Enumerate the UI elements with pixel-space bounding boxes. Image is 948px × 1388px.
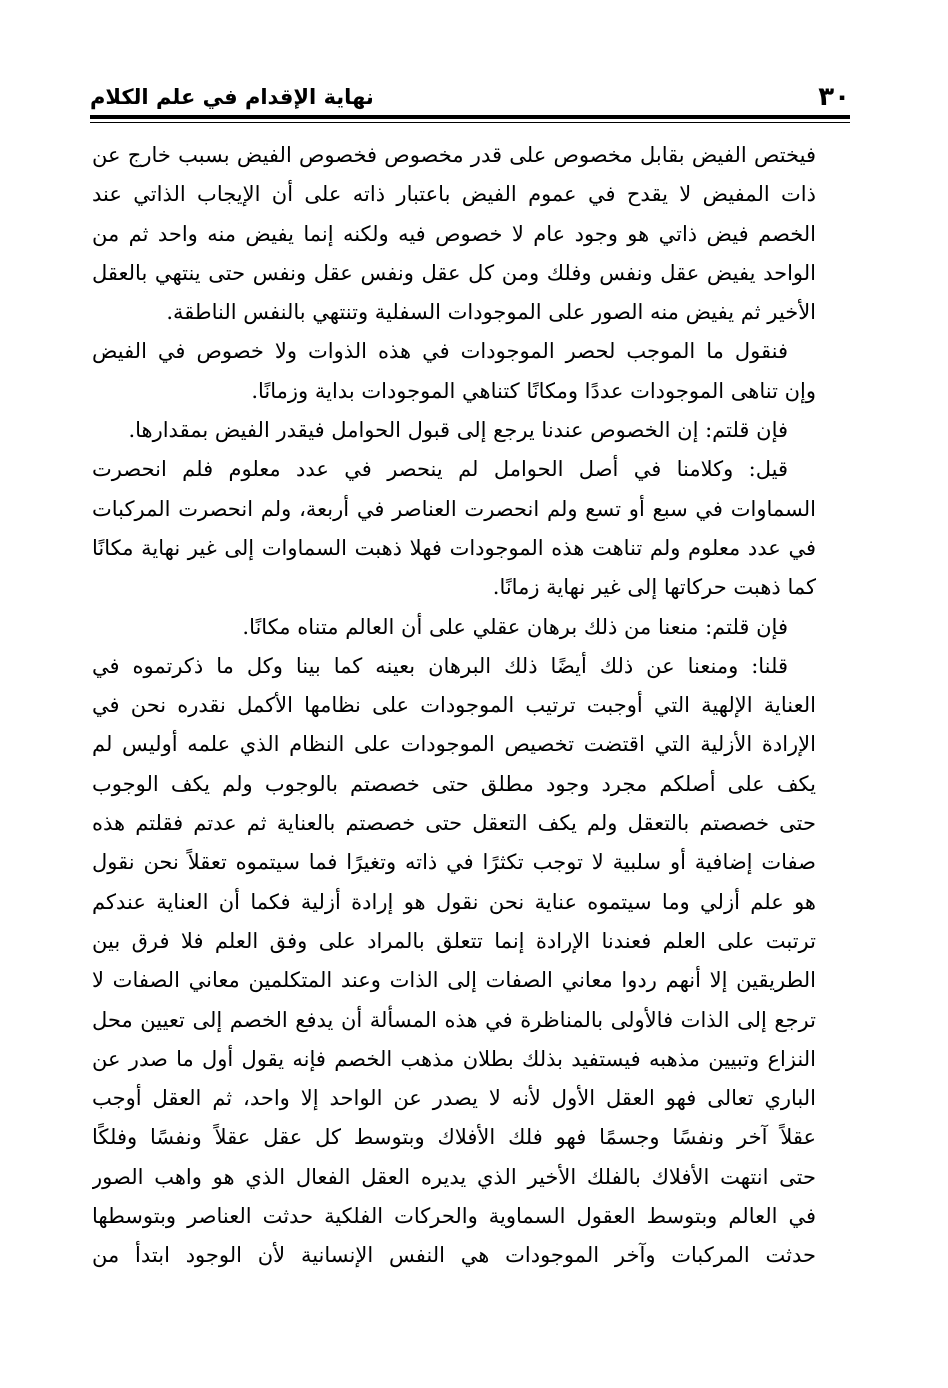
text-line: وإن تناهى الموجودات عددًا ومكانًا كتناهي الموجودات بداية وزمانًا. [251, 378, 816, 403]
text-line: فإن قلتم: منعنا من ذلك برهان عقلي على أن العالم متناه مكانًا. [242, 614, 788, 639]
text-line: النزاع وتبيين مذهبه فيستفيد بذلك بطلان مذهب الخصم فإنه يقول أول ما صدر عن [92, 1046, 816, 1071]
text-line: قيل: وكلامنا في أصل الحوامل لم ينحصر في عدد معلوم فلم انحصرت [92, 457, 788, 482]
text-line: في عدد معلوم ولم تناهت هذه الموجودات فهلا ذهبت السماوات إلى غير نهاية مكانًا [92, 535, 816, 560]
text-line: هو علم أزلي وما سيتموه عناية نحن نقول هو إرادة أزلية فكما أن العناية عندكم [92, 889, 816, 914]
header-rule-thick [90, 115, 850, 119]
text-line: الطريقين إلا أنهم ردوا معاني الصفات إلى الذات وعند المتكلمين معاني الصفات لا [92, 968, 816, 993]
text-line: قلنا: ومنعنا عن ذلك أيضًا ذلك البرهان بعينه كما بينا وكل ما ذكرتموه في [92, 653, 788, 678]
text-line: الواحد يفيض عقل ونفس وفلك ومن كل عقل ونفس عقل ونفس حتى ينتهي بالعقل [92, 260, 816, 285]
text-line: العناية الإلهية التي أوجبت ترتيب الموجودات على نظامها الأكمل نقدره نحن في [92, 693, 816, 718]
text-line: صفات إضافية أو سلبية لا توجب تكثرًا في ذاته وتغيرًا فما سيتموه تعقلاً نحن نقول [92, 850, 816, 875]
text-line: حتى خصصتم بالتعقل ولم يكف التعقل حتى خصصتم بالعناية ثم عدتم فقلتم هذه [92, 811, 816, 836]
body-text [92, 136, 816, 1276]
page-number: ٣٠ [818, 82, 850, 112]
page-header [90, 80, 850, 114]
text-line: كما ذهبت حركاتها إلى غير نهاية زمانًا. [492, 575, 816, 600]
header-rule-thin [90, 122, 850, 123]
text-line: الإرادة الأزلية التي اقتضت تخصيص الموجودات على النظام الذي علمه أوليس لم [92, 732, 816, 757]
text-line: ترجع إلى الذات فالأولى بالمناظرة في هذه المسألة أن يدفع الخصم إلى تعيين محل [92, 1007, 816, 1032]
text-line: عقلاً آخر ونفسًا وجسمًا فهو فلك الأفلاك وبتوسط كل عقل عقلاً ونفسًا وفلكًا [92, 1125, 816, 1150]
text-line: فنقول ما الموجب لحصر الموجودات في هذه الذوات ولا خصوص في الفيض [92, 339, 788, 364]
text-line: في العالم وبتوسط العقول السماوية والحركات الفلكية حدثت العناصر وبتوسطها [92, 1204, 816, 1229]
running-title: نهاية الإقدام في علم الكلام [90, 85, 374, 109]
text-line: الخصم فيض ذاتي هو وجود عام لا خصوص فيه ولكنه إنما يفيض منه واحد ثم من [92, 221, 816, 246]
text-line: حدثت المركبات وآخر الموجودات هي النفس الإنسانية لأن الوجود ابتدأ من [92, 1243, 816, 1268]
text-line: حتى انتهت الأفلاك بالفلك الأخير الذي يديره العقل الفعال الذي هو واهب الصور [92, 1164, 816, 1189]
text-line: الباري تعالى فهو العقل الأول لأنه لا يصدر عن الواحد إلا واحد، ثم العقل أوجب [92, 1086, 816, 1111]
text-line: ذات المفيض لا يقدح في عموم الفيض باعتبار ذاته على أن الإيجاب الذاتي عند [92, 182, 816, 207]
text-line: ترتبت على العلم فعندنا الإرادة إنما تتعلق بالمراد على وفق العلم فلا فرق بين [92, 928, 816, 953]
text-line: الأخير ثم يفيض منه الصور على الموجودات السفلية وتنتهي بالنفس الناطقة. [166, 300, 816, 325]
text-line: يكف على أصلكم مجرد وجود مطلق حتى خصصتم بالوجوب ولم يكف الوجوب [92, 771, 816, 796]
text-line: فإن قلتم: إن الخصوص عندنا يرجع إلى قبول الحوامل فيقدر الفيض بمقدارها. [128, 418, 788, 443]
text-line: فيختص الفيض بقابل مخصوص على قدر مخصوص فخصوص الفيض بسبب خارج عن [92, 143, 816, 167]
text-line: السماوات في سبع أو تسع ولم انحصرت العناصر في أربعة، ولم انحصرت المركبات [92, 496, 816, 521]
